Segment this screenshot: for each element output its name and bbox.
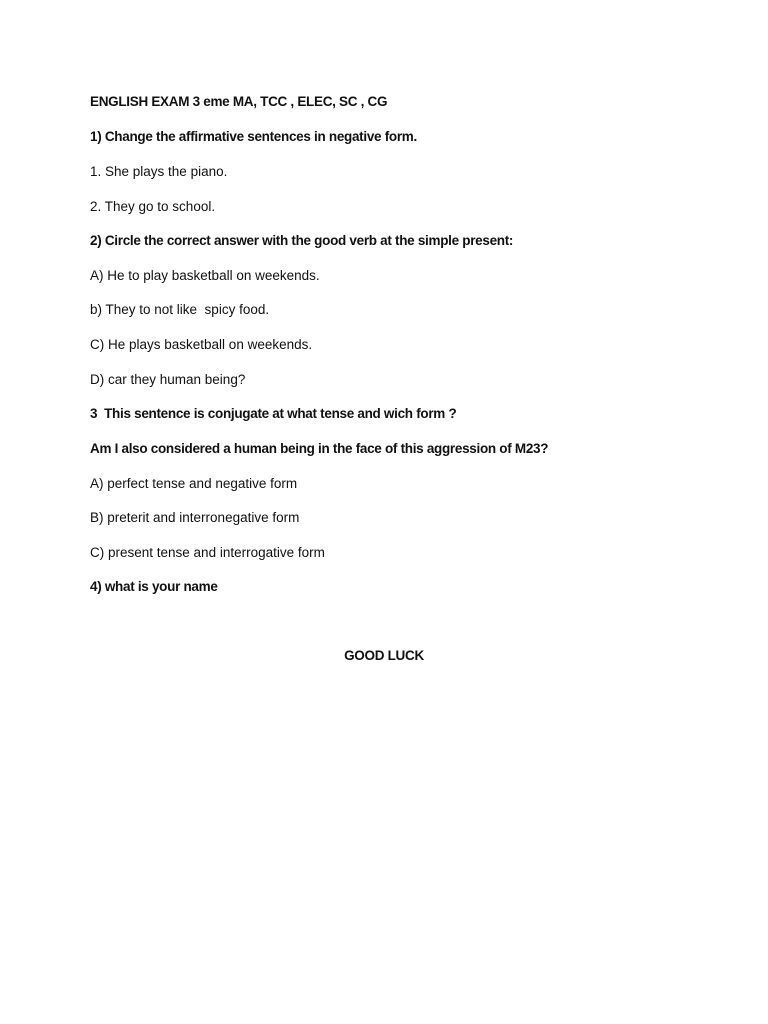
question-2-option-b: b) They to not like spicy food. [90, 302, 270, 317]
question-3-sentence: Am I also considered a human being in the face of this aggression of M23? [90, 441, 549, 456]
question-2-option-d: D) car they human being? [90, 372, 246, 387]
question-3-heading: 3 This sentence is conjugate at what tense and wich form ? [90, 406, 457, 421]
question-4-heading: 4) what is your name [90, 579, 218, 594]
question-2-option-c: C) He plays basketball on weekends. [90, 337, 313, 352]
question-2-heading: 2) Circle the correct answer with the good verb at the simple present: [90, 233, 514, 248]
question-3-option-a: A) perfect tense and negative form [90, 476, 298, 491]
question-1-item-2: 2. They go to school. [90, 199, 216, 214]
question-1-item-1: 1. She plays the piano. [90, 164, 228, 179]
question-1-heading: 1) Change the affirmative sentences in negative form. [90, 129, 417, 144]
question-3-option-c: C) present tense and interrogative form [90, 545, 325, 560]
question-2-option-a: A) He to play basketball on weekends. [90, 268, 320, 283]
closing-text: GOOD LUCK [344, 648, 424, 663]
exam-title: ENGLISH EXAM 3 eme MA, TCC , ELEC, SC , CG [90, 94, 388, 109]
question-3-option-b: B) preterit and interronegative form [90, 510, 300, 525]
